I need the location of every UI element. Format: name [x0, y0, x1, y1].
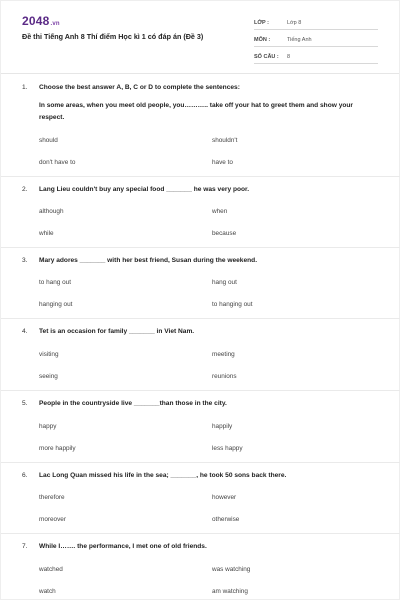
question-text: Mary adores _______ with her best friend, Susan during the weekend.	[39, 257, 258, 264]
question-stem	[22, 82, 379, 94]
meta-label: LỚP :	[254, 20, 269, 26]
question-number: 4.	[22, 328, 28, 335]
meta-class	[254, 13, 378, 30]
meta-question-count	[254, 47, 378, 64]
question-number: 5.	[22, 400, 28, 407]
meta-subject	[254, 30, 378, 47]
question-divider	[1, 176, 400, 177]
option-b[interactable]: shouldn't	[212, 137, 238, 144]
option-b[interactable]: hang out	[212, 279, 237, 286]
option-a[interactable]: happy	[39, 423, 57, 430]
option-c[interactable]: don't have to	[39, 159, 76, 166]
question-stem	[22, 326, 379, 338]
exam-meta	[254, 13, 378, 64]
question-stem	[22, 470, 379, 482]
question-divider	[1, 247, 400, 248]
page-header	[1, 1, 399, 74]
site-logo[interactable]	[22, 14, 60, 28]
question-text: People in the countryside live _______than those in the city.	[39, 400, 227, 407]
option-c[interactable]: hanging out	[39, 301, 73, 308]
logo-suffix: .vn	[50, 21, 60, 27]
meta-label: SỐ CÂU :	[254, 54, 279, 60]
option-c[interactable]: moreover	[39, 516, 66, 523]
option-c[interactable]: watch	[39, 588, 56, 595]
question-text: Tet is an occasion for family _______ in Viet Nam.	[39, 328, 195, 335]
option-b[interactable]: when	[212, 208, 228, 215]
option-d[interactable]: to hanging out	[212, 301, 253, 308]
option-c[interactable]: more happily	[39, 445, 76, 452]
option-c[interactable]: while	[39, 230, 54, 237]
option-d[interactable]: otherwise	[212, 516, 240, 523]
meta-value: Lớp 8	[287, 20, 302, 26]
question-number: 7.	[22, 543, 28, 550]
meta-label: MÔN :	[254, 37, 271, 43]
question-sub-text: In some areas, when you meet old people, you……….. take off your hat to greet them and show your respect.	[39, 102, 353, 121]
option-d[interactable]: less happy	[212, 445, 243, 452]
question-text: Choose the best answer A, B, C or D to complete the sentences:	[39, 84, 240, 91]
option-a[interactable]: should	[39, 137, 58, 144]
question-divider	[1, 390, 400, 391]
question-number: 6.	[22, 472, 28, 479]
question-number: 3.	[22, 257, 28, 264]
option-a[interactable]: visiting	[39, 351, 59, 358]
option-a[interactable]: therefore	[39, 494, 65, 501]
option-a[interactable]: to hang out	[39, 279, 71, 286]
option-a[interactable]: although	[39, 208, 64, 215]
option-b[interactable]: happily	[212, 423, 233, 430]
question-stem	[22, 184, 379, 196]
option-d[interactable]: reunions	[212, 373, 237, 380]
question-text: While I……. the performance, I met one of old friends.	[39, 543, 207, 550]
option-a[interactable]: watched	[39, 566, 63, 573]
option-b[interactable]: meeting	[212, 351, 235, 358]
question-divider	[1, 533, 400, 534]
question-stem	[22, 541, 379, 553]
question-text: Lac Long Quan missed his life in the sea; _______, he took 50 sons back there.	[39, 472, 287, 479]
question-number: 1.	[22, 84, 28, 91]
meta-value: 8	[287, 54, 291, 60]
question-divider	[1, 318, 400, 319]
question-stem	[22, 255, 379, 267]
option-b[interactable]: was watching	[212, 566, 251, 573]
document-title: Đề thi Tiếng Anh 8 Thí điểm Học kì 1 có đáp án (Đề 3)	[22, 32, 204, 41]
question-text: Lang Lieu couldn't buy any special food _______ he was very poor.	[39, 186, 250, 193]
question-stem	[22, 398, 379, 410]
option-d[interactable]: am watching	[212, 588, 248, 595]
option-d[interactable]: have to	[212, 159, 233, 166]
option-c[interactable]: seeing	[39, 373, 58, 380]
option-d[interactable]: because	[212, 230, 237, 237]
logo-main: 2048	[22, 14, 50, 28]
question-number: 2.	[22, 186, 28, 193]
meta-value: Tiếng Anh	[287, 37, 312, 43]
question-divider	[1, 462, 400, 463]
option-b[interactable]: however	[212, 494, 237, 501]
